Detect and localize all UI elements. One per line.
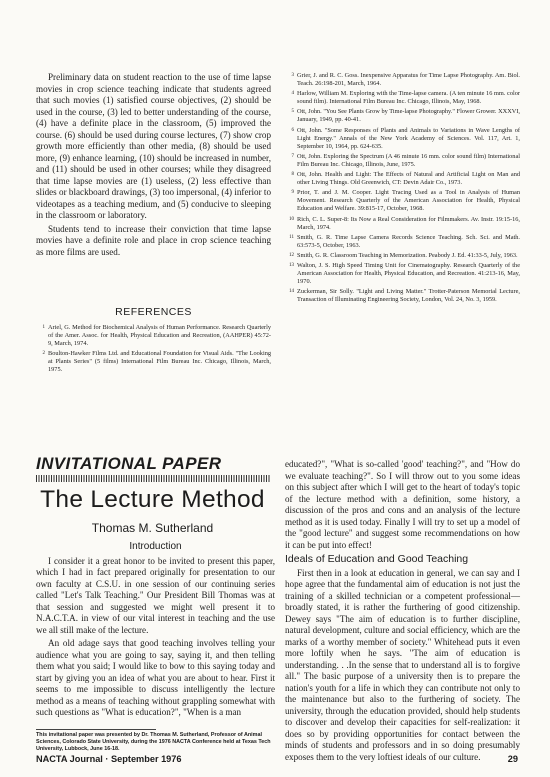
- reference-list-left: [36, 324, 271, 375]
- article-title: The Lecture Method: [40, 486, 265, 513]
- presentation-footnote: This invitational paper was presented by Dr. Thomas M. Sutherland, Professor of Animal Sciences, Colorado State University, during the 1976 NACTA Conference held at Texas Tech University, Lubbock, June 16-18.: [36, 732, 271, 752]
- reference-item: [285, 108, 520, 124]
- paragraph-time-lapse-results: Preliminary data on student reaction to the use of time lapse movies in crop science teaching indicate that students agreed that such movies (1) satisfied course objectives, (2) should be used in the course, (3) led to better understanding of the course, (4) have a definite place in the classroom, (5) improved the course. (6) should be used during course lectures, (7) show crop growth more efficiently than other media, (8) should be used more, (9) enhance learning, (10) should be increased in number, and (11) should be used in other courses; while they disagreed that time lapse movies are (1) useless, (2) less effective than slides or blackboard drawings, (3) too impersonal, (4) inferior to videotapes as a teaching medium, and (5) conducive to sleeping in the classroom or laboratory.: [36, 72, 271, 220]
- reference-text: Boulton-Hawker Films Ltd. and Educational Foundation for Visual Aids. "The Looking at Plants Series" (5 films) International Film Bureau Inc. Chicago, Illinois, March, 1975.: [48, 350, 271, 374]
- reference-number: 3: [291, 73, 294, 78]
- reference-text: Ariel, G. Method for Biochemical Analysis of Human Performance. Research Quarterly of the Amer. Assoc. for Health, Physical Education and Recreation, (AAHPER) 45:72-9, March, 1974.: [48, 324, 271, 348]
- section-label-hatched-rule: [36, 475, 271, 482]
- top-left-column: [36, 72, 271, 258]
- reference-item: [285, 153, 520, 169]
- reference-text: Rich, C. L. Super-8: Its Now a Real Consideration for Filmmakers. Av. Instr. 19:15-16, March, 1974.: [297, 215, 520, 231]
- reference-number: 9: [291, 190, 294, 196]
- reference-item: [285, 234, 520, 250]
- reference-number: 11: [289, 234, 294, 240]
- reference-text: Smith, G. R. Time Lapse Camera Records Science Teaching. Sch. Sci. and Math. 63:573-5, October, 1963.: [297, 233, 520, 249]
- reference-item: [36, 350, 271, 374]
- reference-text: Harlow, William M. Exploring with the Time-lapse camera. (A ten minute 16 mm. color sound film). International Film Bureau Inc. Chicago, Illinois, May, 1968.: [297, 90, 520, 106]
- reference-number: 6: [291, 127, 294, 133]
- reference-text: Ott, John. "Some Responses of Plants and Animals to Variations in Wave Lengths of Light Energy." Annals of the New York Academy of Sciences. Vol. 117, Art. 1, September 10, 1964, pp. 624-635.: [297, 126, 520, 150]
- reference-text: Zuckerman, Sir Solly. "Light and Living Matter." Trotter-Paterson Memorial Lecture, Transaction of Illuminating Engineering Society, London, Vol. 24, No. 3, 1959.: [297, 288, 520, 304]
- section-label: INVITATIONAL PAPER: [36, 454, 222, 473]
- reference-item: [285, 252, 520, 260]
- right-intro-paragraph: educated?", "What is so-called 'good' teaching?", and "How do we evaluate teaching?". So I will throw out to you some ideas on this subject after which I will get to the heart of today's topic of the lecture method with a definition, some history, a discussion of the pros and cons and an analysis of the lecture method as it is used today. Finally I will try to set up a model of the "good lecture" and suggest some recommendations on how it can be put into effect!: [285, 459, 520, 550]
- reference-item: [285, 216, 520, 232]
- reference-item: [36, 324, 271, 348]
- reference-list-right: [285, 72, 520, 304]
- references-right-block: [285, 72, 520, 306]
- reference-text: Prior, T. and J. M. Cooper. Light Tracing Used as a Tool in Analysis of Human Movement. Research Quarterly of the American Association for Health, Physical Education and Welfare. 39:815-17, October, 1968.: [297, 189, 520, 213]
- reference-item: [285, 189, 520, 213]
- reference-item: [285, 171, 520, 187]
- reference-number: 2: [42, 351, 45, 357]
- intro-paragraph-2: An old adage says that good teaching involves telling your audience what you are going to say, saying it, and then telling them what you said; I would like to bow to this saying today and start by giving you an idea of what you are about to hear. First it seems to me impossible to discuss intelligently the lecture method as a means of teaching without grappling somewhat with such questions as "What is education?", "When is a man: [36, 638, 275, 717]
- footnote-rule: [36, 729, 156, 730]
- reference-number: 12: [289, 252, 294, 258]
- reference-number: 13: [289, 262, 294, 268]
- reference-item: [285, 90, 520, 106]
- ideals-paragraph: First then in a look at education in general, we can say and I hope agree that the fundamental aim of education is not just the training of a skilled technician or a competent professional—broadly stated, it is rather the furthering of good citizenship. Dewey says "The aim of education is to further discipline, natural development, culture and social efficiency, which are the marks of a worthy member of society." Whitehead puts it even more loftily when he says. "The aim of education is understanding. . .In the sense that to understand all is to forgive all." The basic purpose of a university then is to prepare the nation's youth for a life in which they can contribute not only to the maintenance but also to the furthering of society. The university, through the education provided, should help students to discover and develop their capacities for self-realization: it does so by providing opportunities for contact between the minds of students and professors and in so doing presumably exposes them to the very loftiest ideals of our culture.: [285, 567, 520, 762]
- reference-number: 8: [291, 172, 294, 178]
- article-author: Thomas M. Sutherland: [91, 521, 214, 535]
- intro-paragraph-1: I consider it a great honor to be invited to present this paper, which I had in fact prepared originally for presentation to our own faculty at C.S.U. in one session of our continuing series called "Let's Talk Teaching." Our President Bill Thomas was at that session and suggested we might well present it to N.A.C.T.A. in view of our vital interest in teaching and the use we all still make of the lecture.: [36, 555, 275, 635]
- reference-text: Ott, John. Exploring the Spectrum (A 46 minute 16 mm. color sound film) International Film Bureau Inc. Chicago, Illinois, June, 1975.: [297, 152, 520, 168]
- reference-item: [285, 72, 520, 88]
- page-number: 29: [507, 754, 518, 764]
- reference-text: Grier, J. and R. C. Goss. Inexpensive Apparatus for Time Lapse Photography. Am. Biol. Teach. 26:198-201, March, 1964.: [297, 72, 520, 88]
- invitational-paper-banner: [36, 454, 271, 478]
- reference-number: 10: [289, 216, 294, 222]
- reference-number: 5: [291, 109, 294, 115]
- reference-text: Walton, J. S. High Speed Timing Unit for Cinematography. Research Quarterly of the American Association for Health, Physical Education, and Recreation. 41:213-16, May, 1970.: [297, 261, 520, 286]
- reference-number: 7: [291, 153, 294, 159]
- reference-number: 14: [289, 289, 294, 295]
- references-heading: REFERENCES: [115, 306, 192, 318]
- reference-number: 4: [291, 91, 294, 97]
- reference-number: 1: [42, 325, 45, 330]
- introduction-heading: Introduction: [129, 541, 182, 552]
- references-left-block: [36, 294, 271, 377]
- reference-item: [285, 288, 520, 304]
- lower-right-column: [285, 459, 520, 763]
- lower-left-column: [36, 541, 275, 719]
- reference-text: Ott, John. Health and Light: The Effects of Natural and Artificial Light on Man and other Living Things. Old Greenwich, CT: Devin Adair Co., 1973.: [297, 171, 520, 187]
- reference-text: Ott, John. "You See Plants Grow by Time-lapse Photography." Flower Grower. XXXVI, January, 1949, pp. 40-41.: [297, 108, 520, 124]
- reference-item: [285, 262, 520, 286]
- reference-text: Smith, G. R. Classroom Teaching in Memorization. Peabody J. Ed. 41:33-5, July, 1963.: [297, 251, 518, 259]
- paragraph-time-lapse-conclusion: Students tend to increase their conviction that time lapse movies have a definite role and place in crop science teaching as more films are used.: [36, 223, 271, 257]
- journal-footer: NACTA Journal · September 1976: [36, 754, 182, 764]
- ideals-heading: Ideals of Education and Good Teaching: [285, 553, 469, 565]
- reference-item: [285, 127, 520, 151]
